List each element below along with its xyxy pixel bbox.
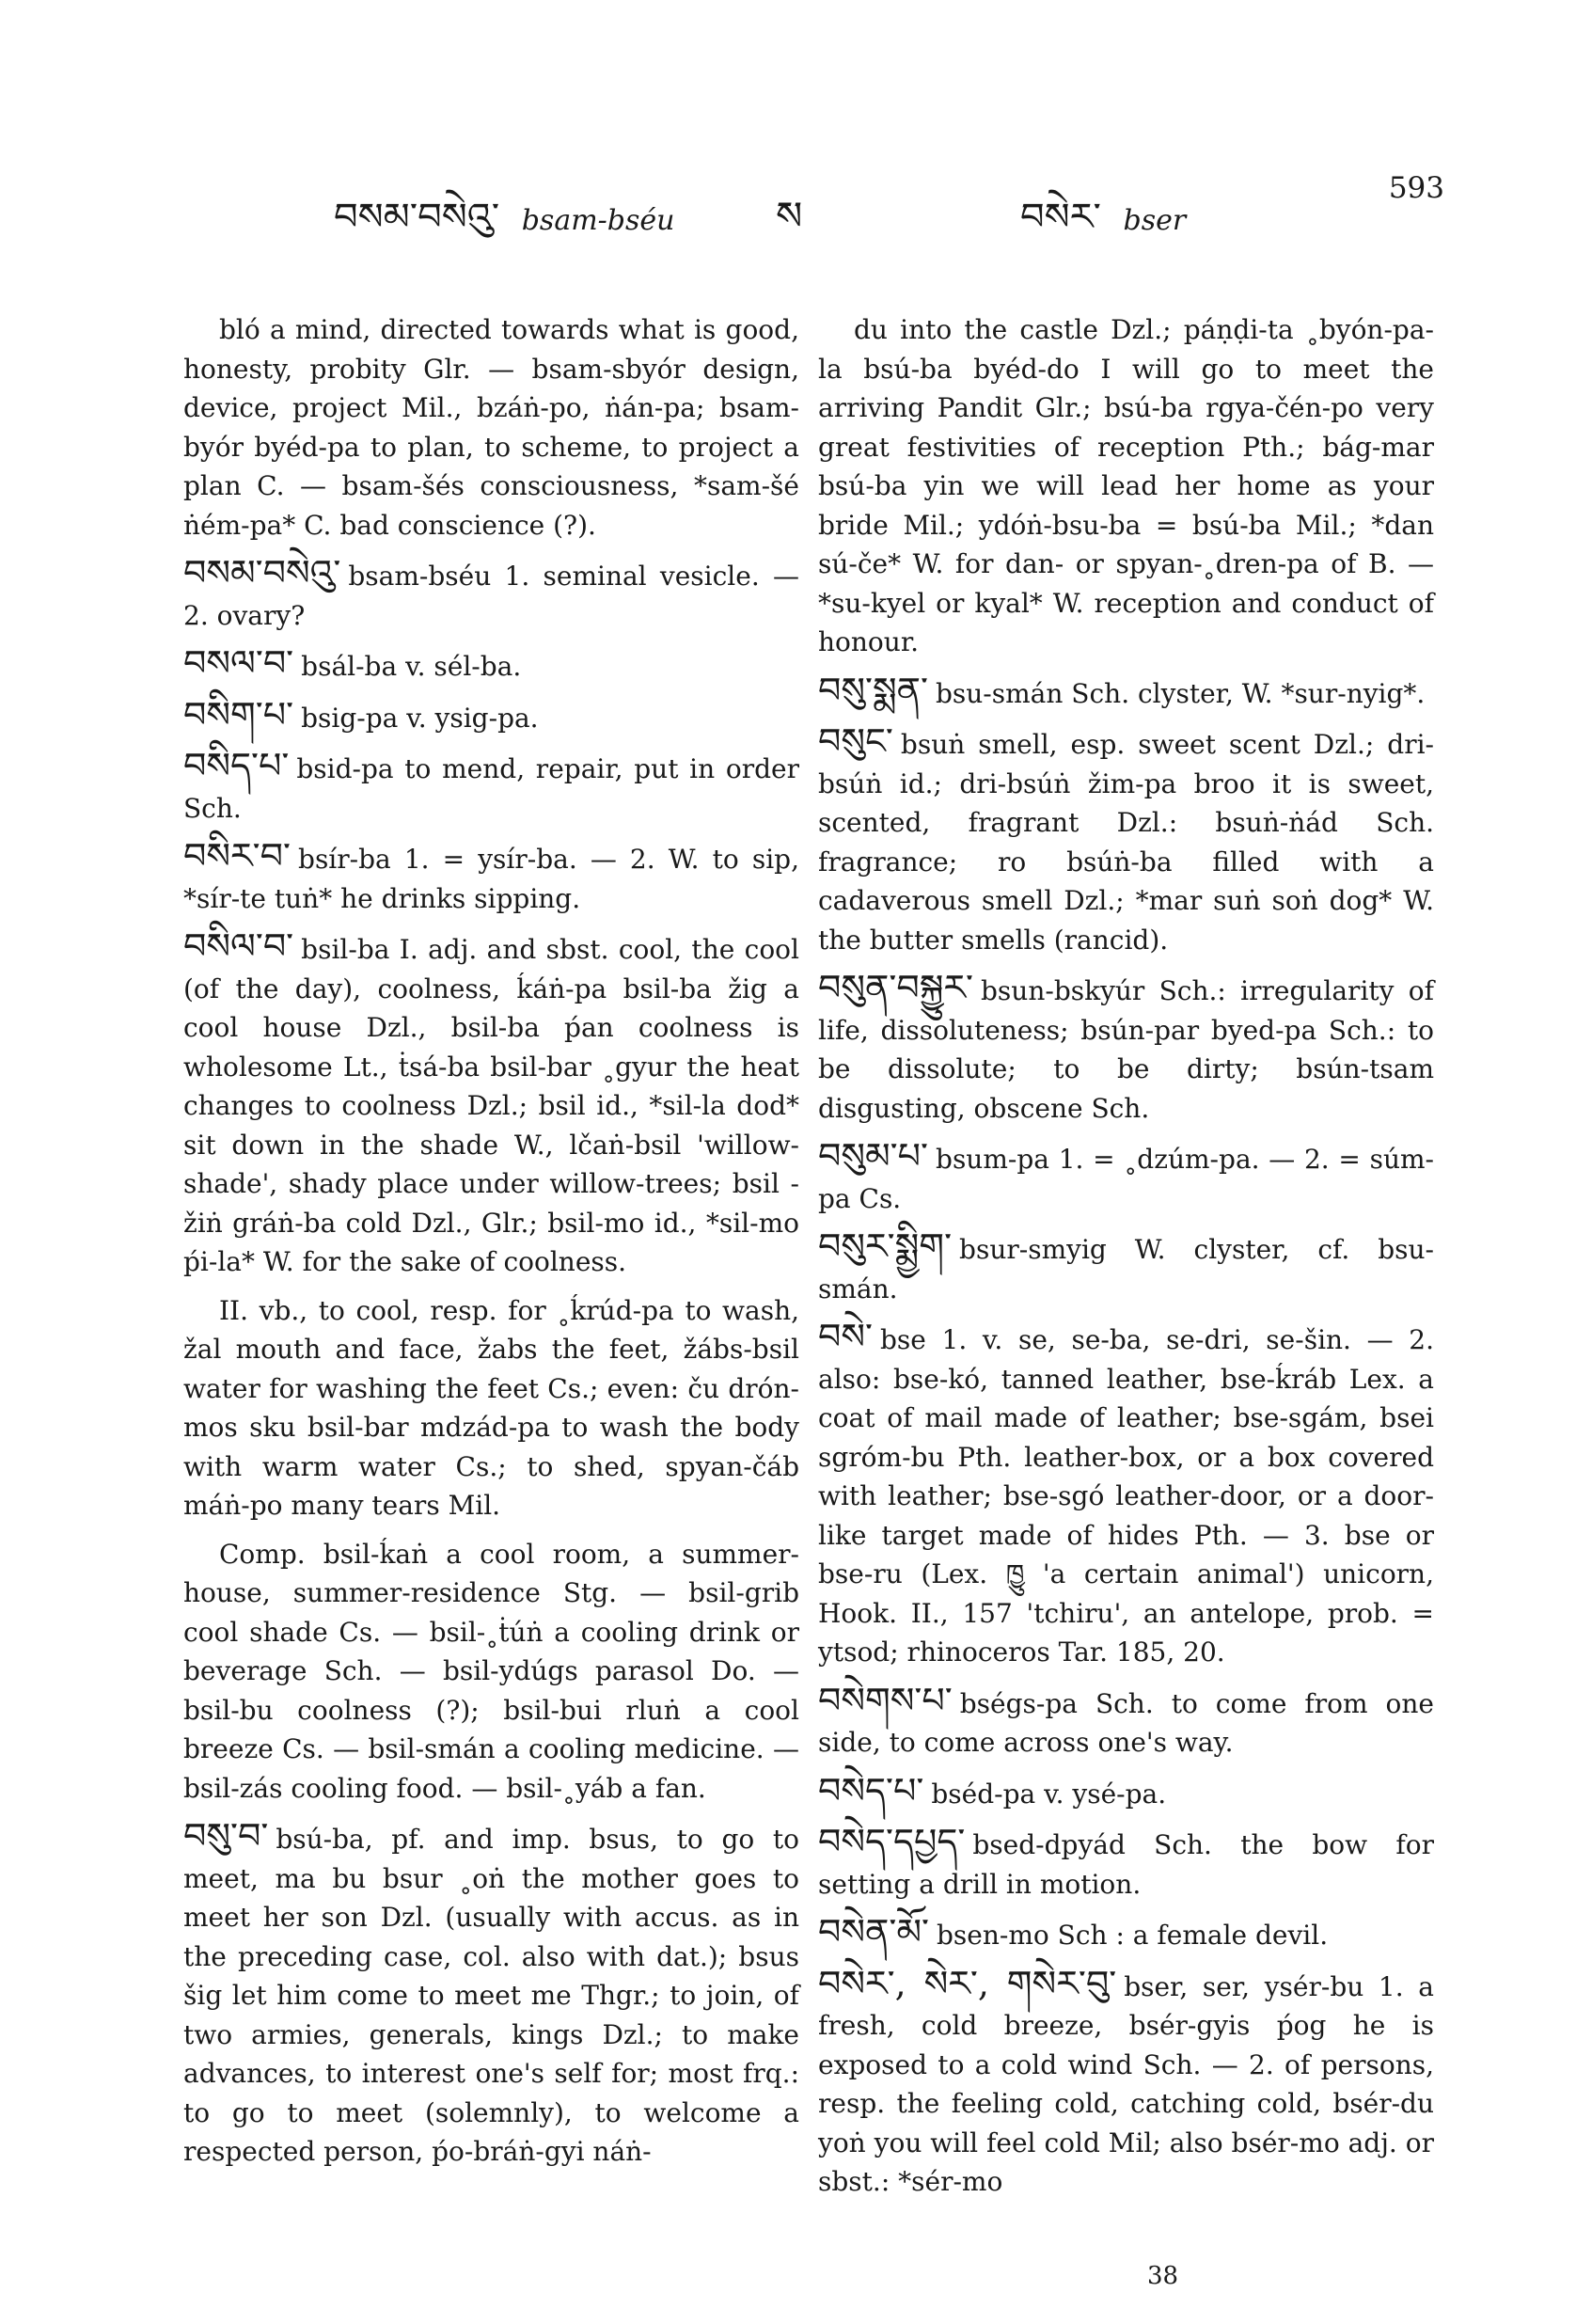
right_column-entry [818,1962,1434,2202]
left_column-entry [183,693,799,738]
left_column-entry [183,554,799,635]
headword-tibetan: བསིད་པ་ [183,745,290,786]
headword-tibetan: བསེད་པ་ [818,1769,924,1811]
entry-text: bsen-mo Sch : a female devil. [937,1920,1329,1951]
left_column-entry [183,644,799,687]
right_column-entry [818,1137,1434,1218]
running-head-right-wylie: bser [1123,204,1187,237]
headword-tibetan: བསུན་བསྐྱུར་ [818,967,973,1008]
left_column-entry [183,1817,799,2172]
right_column-entry [818,1769,1434,1814]
left_column-entry [183,837,799,918]
right-column [818,310,1434,2211]
headword-tibetan: བསིར་བ་ [183,835,292,877]
right_column-entry [818,310,1434,662]
right_column-entry [818,669,1434,714]
headword-tibetan: བསམ་བསེའུ་ [183,552,341,593]
entry-text: bséd-pa v. ysé-pa. [931,1778,1167,1810]
headword-tibetan: བསེ་ [818,1316,873,1357]
entry-text: bsú-ba, pf. and imp. bsus, to go to meet, ma bu bsur ˳oṅ the mother goes to meet her son Dzl. (usually with accus. as in the preceding case, col. also with dat.); bsus šig let him come to meet me Thgr.; to join, of two armies, generals, kings Dzl.; to make advances, to interest one's self for; most frq.: to go to meet (solemnly), to welcome a respected person, ṕo-bráṅ-gyi náṅ- [183,1824,799,2167]
entry-text: bsu-smán Sch. clyster, W. *sur-nyig*. [935,677,1426,709]
right_column-entry [818,1318,1434,1672]
running-head-left-wylie: bsam-bséu [521,204,675,237]
headword-tibetan: བསིལ་བ་ [183,925,294,967]
running-head-right-tibetan: བསེར་ [1020,196,1101,239]
signature-mark: 38 [1147,2262,1179,2290]
headword-tibetan: བསུར་སྨྱིག་ [818,1225,953,1267]
entry-text: bsál-ba v. sél-ba. [301,651,522,682]
right_column-entry [818,1679,1434,1763]
entry-text: bsír-ba 1. = ysír-ba. — 2. W. to sip, *sír-te tuṅ* he drinks sipping. [183,844,799,914]
entry-text: bser, ser, ysér-bu 1. a fresh, cold breeze, bsér-gyis ṕog he is exposed to a cold wind Sch. — 2. of persons, resp. the feeling cold, catching cold, bsér-du yoṅ you will feel cold Mil; also bsér-mo adj. or sbst.: *sér-mo [818,1970,1434,2197]
headword-tibetan: བསེར་, སེར་, གསེར་བུ་ [818,1962,1117,2004]
running-head-left [334,174,674,280]
left_column-entry [183,310,799,545]
running-head-right [1020,174,1186,280]
entry-text: bsam-bséu 1. seminal vesicle. — 2. ovary? [183,561,799,631]
headword-tibetan: བསལ་བ་ [183,642,294,684]
headword-tibetan: བསེད་དཔྱད་ [818,1821,966,1862]
entry-text: II. vb., to cool, resp. for ˳ḱrúd-pa to wash, žal mouth and face, žabs the feet, žábs-bsil water for washing the feet Cs.; even: ču drón-mos sku bsil-bar mdzád-pa to wash the body with warm water Cs.; to shed, spyan-čáb máṅ-po many tears Mil. [183,1294,799,1521]
right_column-entry [818,1227,1434,1308]
headword-tibetan: བསེགས་པ་ [818,1679,953,1721]
entry-text: bségs-pa Sch. to come from one side, to come across one's way. [818,1687,1434,1758]
right_column-entry [818,969,1434,1128]
running-head-left-tibetan: བསམ་བསེའུ་ [334,196,500,239]
entry-text: bló a mind, directed towards what is good, honesty, probity Glr. — bsam-sbyór design, device, project Mil., bzáṅ-po, ṅán-pa; bsam-byór byéd-pa to plan, to scheme, to project a plan C. — bsam-šés consciousness, *sam-šé ṅém-pa* C. bad conscience (?). [183,314,799,541]
entry-text: bsed-dpyád Sch. the bow for setting a drill in motion. [818,1829,1434,1900]
entry-text: bse 1. v. se, se-ba, se-dri, se-šin. — 2. also: bse-kó, tanned leather, bse-ḱráb Lex. a coat of mail made of leather; bse-sgám, bsei sgróm-bu Pth. leather-box, or a box covered with leather; bse-sgó leather-door, or a door-like target made of hides Pth. — 3. bse or bse-ru (Lex. ཁྱུ 'a certain animal') unicorn, Hook. II., 157 'tchiru', an antelope, prob. = ytsod; rhinoceros Tar. 185, 20. [818,1324,1434,1668]
entry-text: Comp. bsil-ḱaṅ a cool room, a summer-house, summer-residence Stg. — bsil-grib cool shade Cs. — bsil-˳ṫúṅ a cooling drink or beverage Sch. — bsil-ydúgs parasol Do. — bsil-bu coolness (?); bsil-bui rluṅ a cool breeze Cs. — bsil-smán a cooling medicine. — bsil-zás cooling food. — bsil-˳yáb a fan. [183,1538,799,1804]
left_column-entry [183,1291,799,1526]
left_column-entry [183,747,799,828]
right_column-entry [818,1823,1434,1904]
entry-text: bsur-smyig W. clyster, cf. bsu-smán. [818,1234,1434,1304]
headword-tibetan: བསུམ་པ་ [818,1135,929,1177]
headword-tibetan: བསུ་སྨན་ [818,669,928,711]
headword-tibetan: བསིག་པ་ [183,693,294,735]
entry-text: bsil-ba I. adj. and sbst. cool, the cool (of the day), coolness, ḱáṅ-pa bsil-ba žig a cool house Dzl., bsil-ba ṕan coolness is wholesome Lt., ṫsá-ba bsil-bar ˳gyur the heat changes to coolness Dzl.; bsil id., *sil-la dod* sit down in the shade W., lčaṅ-bsil 'willow-shade', shady place under willow-trees; bsil - žiṅ gráṅ-ba cold Dzl., Glr.; bsil-mo id., *sil-mo ṕi-la* W. for the sake of coolness. [183,934,799,1277]
headword-tibetan: བསུ་བ་ [183,1815,269,1857]
entry-text: bsid-pa to mend, repair, put in order Sch. [183,753,799,824]
left-column [183,310,799,2181]
left_column-entry [183,927,799,1282]
section-letter: ས [776,193,803,239]
right_column-entry [818,1913,1434,1955]
entry-text: du into the castle Dzl.; páṇḍi-ta ˳byón-pa-la bsú-ba byéd-do I will go to meet the arriving Pandit Glr.; bsú-ba rgya-čén-po very great festivities of reception Pth.; bág-mar bsú-ba yin we will lead her home as your bride Mil.; ydóṅ-bsu-ba = bsú-ba Mil.; *dan sú-če* W. for dan- or spyan-˳dren-pa of B. — *su-kyel or kyal* W. reception and conduct of honour. [818,314,1434,657]
headword-tibetan: བསུང་ [818,720,893,762]
entry-text: bsum-pa 1. = ˳dzúm-pa. — 2. = súm-pa Cs. [818,1144,1434,1214]
left_column-entry [183,1535,799,1809]
entry-text: bsig-pa v. ysig-pa. [301,702,539,734]
headword-tibetan: བསེན་མོ་ [818,1911,929,1952]
right_column-entry [818,722,1434,959]
entry-text: bsuṅ smell, esp. sweet scent Dzl.; dri-bsúṅ id.; dri-bsúṅ žim-pa broo it is sweet, scented, fragrant Dzl.: bsuṅ-ṅád Sch. fragrance; ro bsúṅ-ba filled with a cadaverous smell Dzl.; *mar suṅ soṅ dog* W. the butter smells (rancid). [818,729,1434,956]
page-number: 593 [1388,171,1444,205]
entry-text: bsun-bskyúr Sch.: irregularity of life, dissoluteness; bsún-par byed-pa Sch.: to be dissolute; to be dirty; bsún-tsam disgusting, obscene Sch. [818,975,1434,1124]
